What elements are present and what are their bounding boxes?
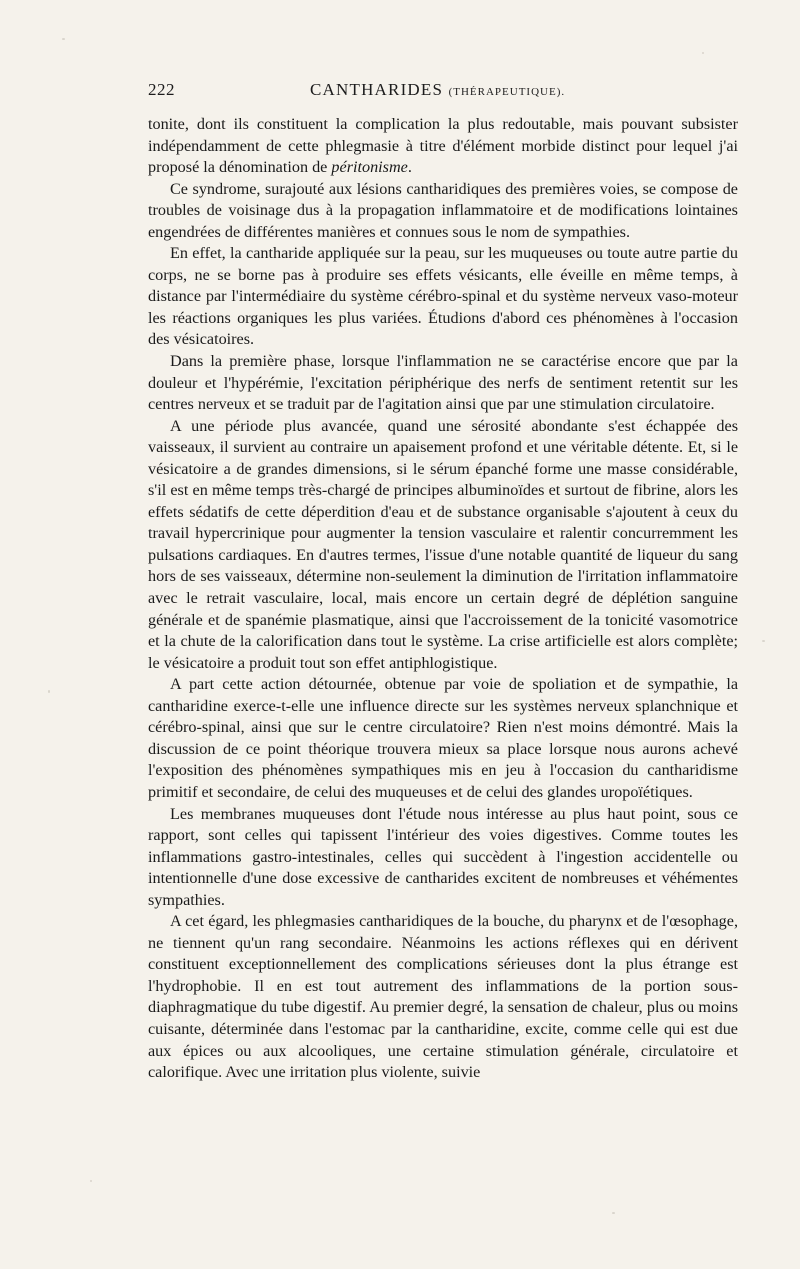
paper-speck [762, 640, 765, 642]
paragraph-3: En effet, la cantharide appliquée sur la peau, sur les muqueuses ou toute autre partie du corps, ne se borne pas à produire ses effets vésicants, elle éveille en même temps, à distance par l'intermédiaire du système cérébro-spinal et du système nerveux vaso-moteur les réactions organiques les plus variées. Étudions d'abord ces phénomènes à l'occasion des vésicatoires. [148, 244, 738, 349]
paper-speck [612, 1212, 615, 1214]
paragraph-8: A cet égard, les phlegmasies cantharidiques de la bouche, du pharynx et de l'œsophage, ne tiennent qu'un rang secondaire. Néanmoins les actions réflexes qui en dérivent constituent exceptionnellement des complications sérieuses dont la plus étrange est l'hydrophobie. Il en est tout autrement des inflammations de la portion sous-diaphragmatique du tube digestif. Au premier degré, la sensation de chaleur, plus ou moins cuisante, déterminée dans l'estomac par la cantharidine, excite, comme celle qui est due aux épices ou aux alcooliques, une certaine stimulation générale, circulatoire et calorifique. Avec une irritation plus violente, suivie [148, 912, 738, 1082]
paragraph-1 [148, 114, 738, 179]
paragraph-2: Ce syndrome, surajouté aux lésions cantharidiques des premières voies, se compose de troubles de voisinage dus à la propagation inflammatoire et de modifications lointaines engendrées de différentes manières et connues sous le nom de sympathies. [148, 179, 738, 241]
paper-speck [702, 52, 704, 54]
running-title-subtitle: (THÉRAPEUTIQUE). [448, 86, 566, 98]
paragraph-6: A part cette action détournée, obtenue par voie de spoliation et de sympathie, la cantharidine exerce-t-elle une influence directe sur les systèmes nerveux splanchnique et cérébro-spinal, ainsi que sur le centre circulatoire? Rien n'est moins démontré. Mais la discussion de ce point théorique trouvera mieux sa place lorsque nous aurons achevé l'exposition des phénomènes sympathiques mis en jeu à l'occasion du cantharidisme primitif et secondaire, de celui des muqueuses et de celui des glandes uropoïétiques. [148, 675, 738, 801]
paragraph-4: Dans la première phase, lorsque l'inflammation ne se caractérise encore que par la douleur et l'hypérémie, l'excitation périphérique des nerfs de sentiment retentit sur les centres nerveux et se traduit par de l'agitation ainsi que par une stimulation circulatoire. [148, 352, 738, 414]
paragraph-1-text: tonite, dont ils constituent la complication la plus redoutable, mais pouvant subsister indépendamment de cette phlegmasie à titre d'élément morbide distinct pour lequel j'ai proposé la dénomination de [148, 115, 738, 177]
paper-speck [90, 1180, 92, 1182]
running-title [310, 80, 565, 100]
paragraph-7: Les membranes muqueuses dont l'étude nous intéresse au plus haut point, sous ce rapport, sont celles qui tapissent l'intérieur des voies digestives. Comme toutes les inflammations gastro-intestinales, celles qui succèdent à l'ingestion accidentelle ou intentionnelle d'une dose excessive de cantharides excitent de nombreuses et véhémentes sympathies. [148, 804, 738, 909]
paper-speck [62, 38, 65, 40]
paragraph-1-end: . [407, 158, 412, 177]
running-title-main: CANTHARIDES [310, 80, 444, 99]
paragraph-5: A une période plus avancée, quand une sérosité abondante s'est échappée des vaisseaux, il survient au contraire un apaisement profond et une véritable détente. Et, si le vésicatoire a de grandes dimensions, si le sérum épanché forme une masse considérable, s'il est en même temps très-chargé de principes albuminoïdes et surtout de fibrine, alors les effets sédatifs de cette déperdition d'eau et de substance organisable s'ajoutent à ceux du travail hypercrinique pour augmenter la tension vasculaire et ralentir concurremment les pulsations cardiaques. En d'autres termes, l'issue d'une notable quantité de liqueur du sang hors de ses vaisseaux, détermine non-seulement la diminution de l'irritation inflammatoire avec le retrait vasculaire, local, mais encore un certain degré de déplétion sanguine générale et de spanémie plasmatique, ainsi que l'accroissement de la tonicité vasomotrice et la chute de la calorification dans tout le système. La crise artificielle est alors complète; le vésicatoire a produit tout son effet antiphlogistique. [148, 416, 738, 672]
running-header [148, 78, 738, 108]
body-text [148, 114, 738, 1084]
paper-speck [48, 690, 50, 693]
page-number: 222 [148, 80, 175, 99]
paragraph-1-emphasis: péritonisme [331, 158, 408, 177]
